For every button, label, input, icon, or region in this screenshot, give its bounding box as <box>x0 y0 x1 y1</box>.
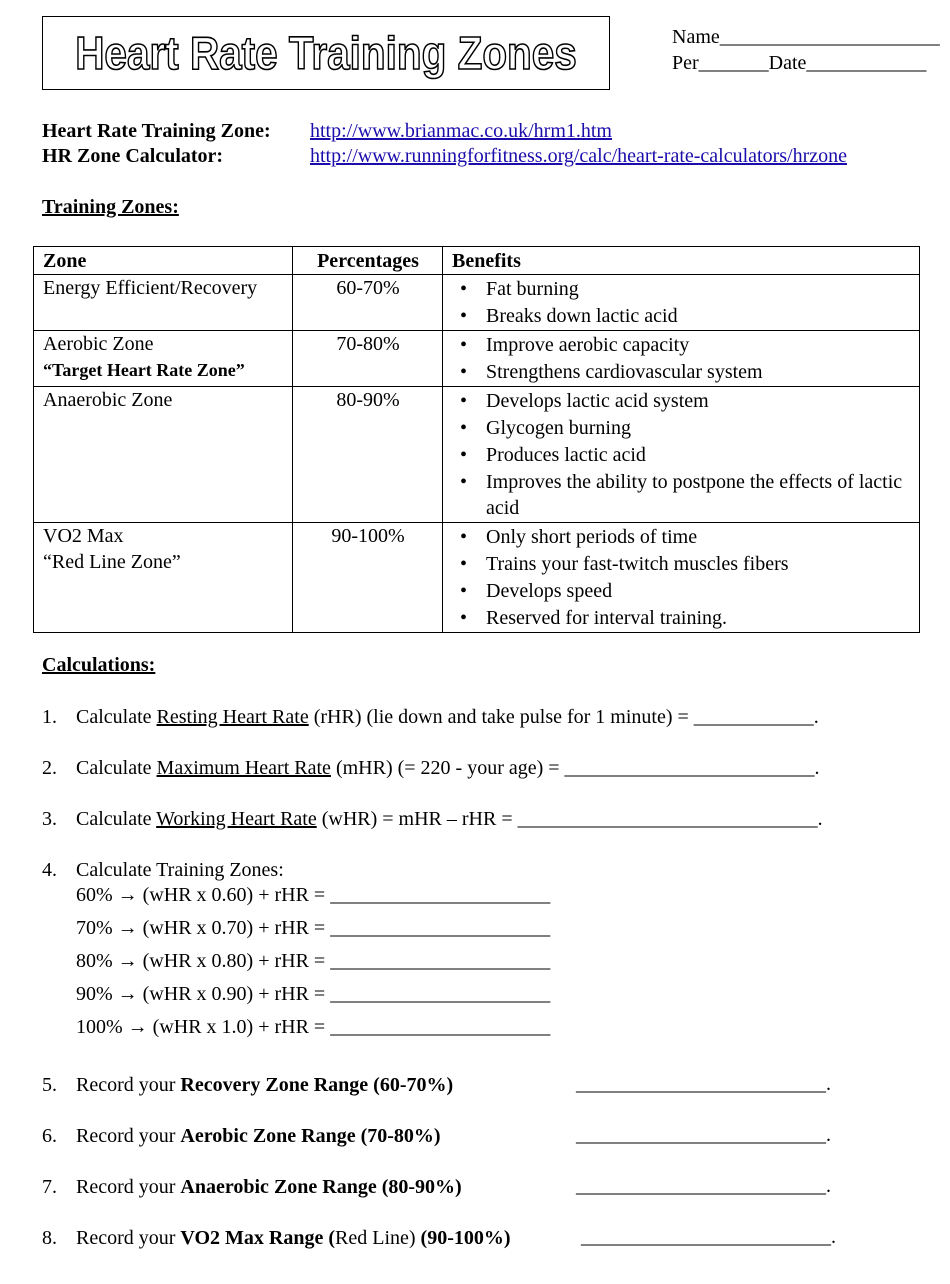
record-item-5: 5. Record your Recovery Zone Range (60-70%) <box>42 1074 454 1096</box>
calc-item-1: 1. Calculate Resting Heart Rate (rHR) (lie down and take pulse for 1 minute) = ____________. <box>42 706 819 728</box>
list-item: • Develops speed <box>452 578 911 604</box>
list-item: • Fat burning <box>452 276 911 302</box>
record-item-7: 7. Record your Anaerobic Zone Range (80-90%) <box>42 1176 462 1198</box>
period-date-field: Per_______Date____________ <box>672 52 927 74</box>
pct-cell: 90-100% <box>293 523 443 633</box>
record-blank-6: _________________________. <box>576 1124 831 1146</box>
record-item-8: 8. Record your VO2 Max Range (Red Line) (90-100%) <box>42 1227 511 1249</box>
pct-cell: 70-80% <box>293 331 443 387</box>
list-item: • Trains your fast-twitch muscles fibers <box>452 551 911 577</box>
zone-formula-90: 90% → (wHR x 0.90) + rHR = ______________________ <box>76 983 551 1005</box>
calculations-heading: Calculations: <box>42 654 156 676</box>
list-item: • Improves the ability to postpone the effects of lactic acid <box>452 469 911 521</box>
name-field: Name______________________ <box>672 26 940 48</box>
benefits-cell <box>443 523 920 633</box>
link-row-hr-calculator <box>42 144 847 168</box>
list-item: • Develops lactic acid system <box>452 388 911 414</box>
header-benefits: Benefits <box>443 247 920 275</box>
zone-formula-80: 80% → (wHR x 0.80) + rHR = ______________________ <box>76 950 551 972</box>
zone-formula-100: 100% → (wHR x 1.0) + rHR = ______________________ <box>76 1016 551 1038</box>
pct-cell: 60-70% <box>293 275 443 331</box>
record-item-6: 6. Record your Aerobic Zone Range (70-80%) <box>42 1125 441 1147</box>
zone-cell: Anaerobic Zone <box>34 387 293 523</box>
list-item: • Reserved for interval training. <box>452 605 911 631</box>
table-row <box>34 275 920 331</box>
table-row <box>34 387 920 523</box>
record-blank-5: _________________________. <box>576 1073 831 1095</box>
zone-cell: Energy Efficient/Recovery <box>34 275 293 331</box>
calc-item-3: 3. Calculate Working Heart Rate (wHR) = mHR – rHR = ______________________________. <box>42 808 823 830</box>
benefits-cell <box>443 331 920 387</box>
zone-subtitle: “Red Line Zone” <box>43 551 181 573</box>
list-item: • Only short periods of time <box>452 524 911 550</box>
record-blank-8: _________________________. <box>581 1226 836 1248</box>
link-label: HR Zone Calculator: <box>42 145 224 167</box>
training-zones-heading: Training Zones: <box>42 196 179 218</box>
zone-formula-60: 60% → (wHR x 0.60) + rHR = ______________________ <box>76 884 551 906</box>
zone-cell: Aerobic Zone “Target Heart Rate Zone” <box>34 331 293 387</box>
zone-formula-70: 70% → (wHR x 0.70) + rHR = ______________________ <box>76 917 551 939</box>
header-percentages: Percentages <box>293 247 443 275</box>
table-row <box>34 331 920 387</box>
record-blank-7: _________________________. <box>576 1175 831 1197</box>
table-row <box>34 523 920 633</box>
link-row-training-zone <box>42 119 612 143</box>
list-item: • Glycogen burning <box>452 415 911 441</box>
benefits-cell <box>443 387 920 523</box>
list-item: • Strengthens cardiovascular system <box>452 359 911 385</box>
calc-item-4: 4. Calculate Training Zones: <box>42 859 284 881</box>
zone-cell: VO2 Max “Red Line Zone” <box>34 523 293 633</box>
title-box <box>42 16 610 90</box>
zone-subtitle: “Target Heart Rate Zone” <box>43 360 245 380</box>
table-header-row <box>34 247 920 275</box>
link-runningforfitness[interactable]: http://www.runningforfitness.org/calc/heart-rate-calculators/hrzone <box>310 145 848 167</box>
calc-item-2: 2. Calculate Maximum Heart Rate (mHR) (= 220 - your age) = _________________________. <box>42 757 820 779</box>
benefits-cell <box>443 275 920 331</box>
list-item: • Produces lactic acid <box>452 442 911 468</box>
page-title: Heart Rate Training Zones <box>75 27 577 79</box>
link-label: Heart Rate Training Zone: <box>42 120 271 142</box>
list-item: • Improve aerobic capacity <box>452 332 911 358</box>
list-item: • Breaks down lactic acid <box>452 303 911 329</box>
header-zone: Zone <box>34 247 293 275</box>
link-brianmac[interactable]: http://www.brianmac.co.uk/hrm1.htm <box>310 120 612 142</box>
pct-cell: 80-90% <box>293 387 443 523</box>
zones-table <box>33 246 920 633</box>
